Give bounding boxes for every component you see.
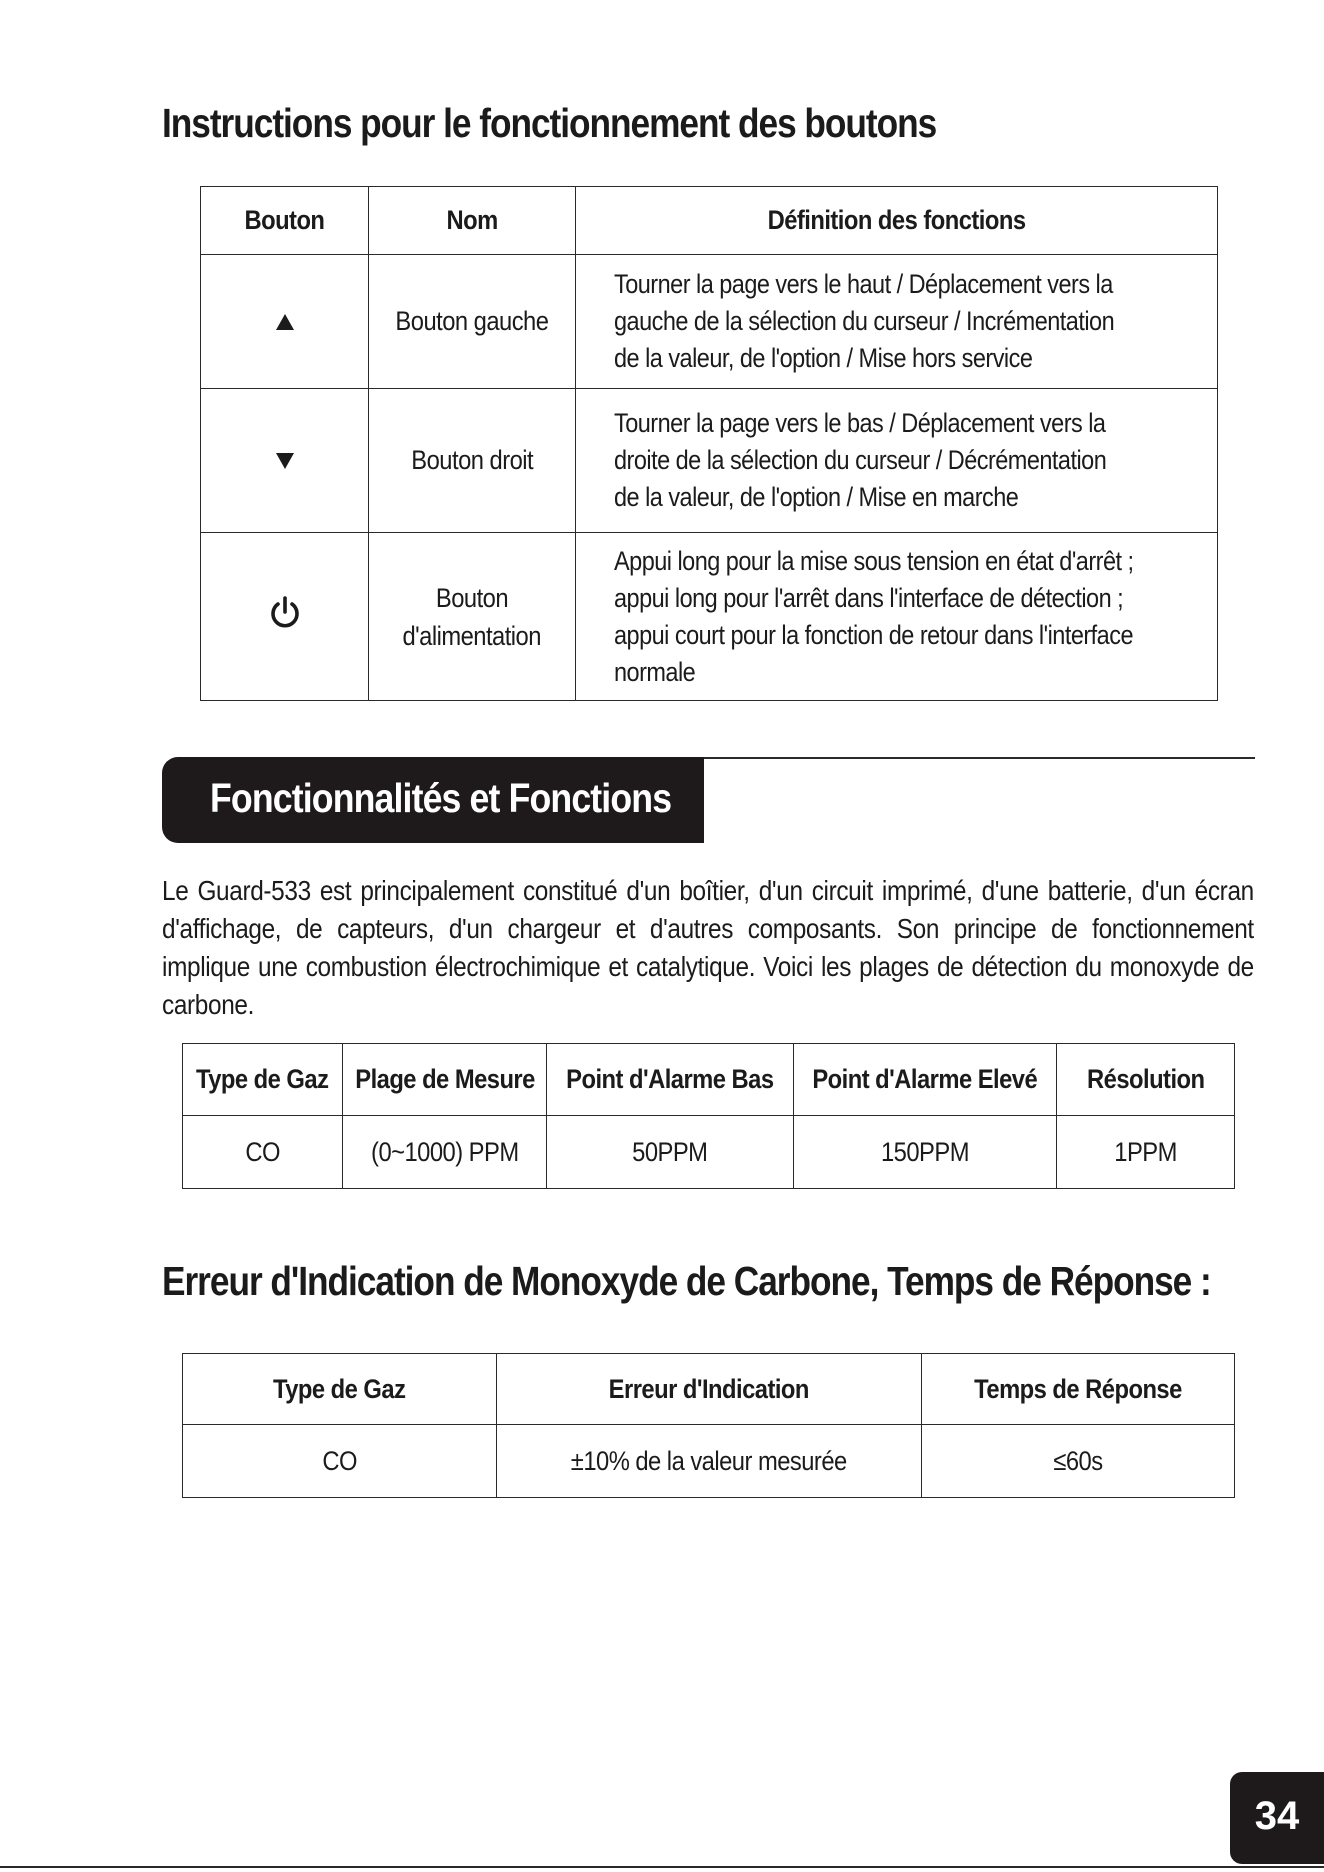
header-response-time: Temps de Réponse (922, 1354, 1235, 1425)
header-resolution: Résolution (1057, 1044, 1235, 1116)
up-triangle-icon (201, 255, 369, 389)
error-response-table (182, 1353, 1235, 1498)
buttons-section-title: Instructions pour le fonctionnement des boutons (162, 100, 937, 146)
banner-divider (704, 757, 1255, 759)
row-definition: Appui long pour la mise sous tension en état d'arrêt ; appui long pour l'arrêt dans l'interface de détection ; appui court pour la fonction de retour dans l'interface normale (576, 533, 1218, 701)
table-header-row (183, 1354, 1235, 1425)
header-high-alarm: Point d'Alarme Elevé (794, 1044, 1057, 1116)
cell-response-time: ≤60s (922, 1425, 1235, 1498)
down-triangle-icon (201, 389, 369, 533)
cell-low-alarm: 50PPM (547, 1116, 794, 1189)
row-definition: Tourner la page vers le haut / Déplacement vers la gauche de la sélection du curseur / Incrémentation de la valeur, de l'option / Mise hors service (576, 255, 1218, 389)
cell-gas-type: CO (183, 1116, 343, 1189)
table-row (201, 533, 1218, 701)
cell-resolution: 1PPM (1057, 1116, 1235, 1189)
header-measure-range: Plage de Mesure (343, 1044, 547, 1116)
page-number-badge (1230, 1772, 1324, 1864)
row-name: Bouton d'alimentation (369, 533, 576, 701)
features-banner (162, 757, 704, 843)
header-indication-error: Erreur d'Indication (497, 1354, 922, 1425)
buttons-table (200, 186, 1218, 701)
header-gas-type: Type de Gaz (183, 1354, 497, 1425)
row-name: Bouton gauche (369, 255, 576, 389)
features-paragraph: Le Guard-533 est principalement constitué d'un boîtier, d'un circuit imprimé, d'une batterie, d'un écran d'affichage, de capteurs, d'un chargeur et d'autres composants. Son principe de fonctionnement implique une combustion électrochimique et catalytique. Voici les plages de détection du monoxyde de carbone. (162, 875, 1254, 1020)
cell-measure-range: (0~1000) PPM (343, 1116, 547, 1189)
header-name: Nom (369, 187, 576, 255)
row-name: Bouton droit (369, 389, 576, 533)
page-number: 34 (1254, 1794, 1300, 1838)
detection-range-table (182, 1043, 1235, 1189)
table-row (183, 1425, 1235, 1498)
row-definition: Tourner la page vers le bas / Déplacement vers la droite de la sélection du curseur / Décrémentation de la valeur, de l'option / Mise en marche (576, 389, 1218, 533)
header-gas-type: Type de Gaz (183, 1044, 343, 1116)
features-banner-title: Fonctionnalités et Fonctions (210, 775, 672, 821)
power-icon (201, 533, 369, 701)
header-low-alarm: Point d'Alarme Bas (547, 1044, 794, 1116)
header-definition: Définition des fonctions (576, 187, 1218, 255)
header-button: Bouton (201, 187, 369, 255)
page-bottom-divider (0, 1866, 1324, 1868)
table-row (201, 255, 1218, 389)
table-header-row (183, 1044, 1235, 1116)
table-row (201, 389, 1218, 533)
cell-indication-error: ±10% de la valeur mesurée (497, 1425, 922, 1498)
table-row (183, 1116, 1235, 1189)
cell-gas-type: CO (183, 1425, 497, 1498)
table-header-row (201, 187, 1218, 255)
cell-high-alarm: 150PPM (794, 1116, 1057, 1189)
error-section-title: Erreur d'Indication de Monoxyde de Carbone, Temps de Réponse : (162, 1258, 1211, 1304)
